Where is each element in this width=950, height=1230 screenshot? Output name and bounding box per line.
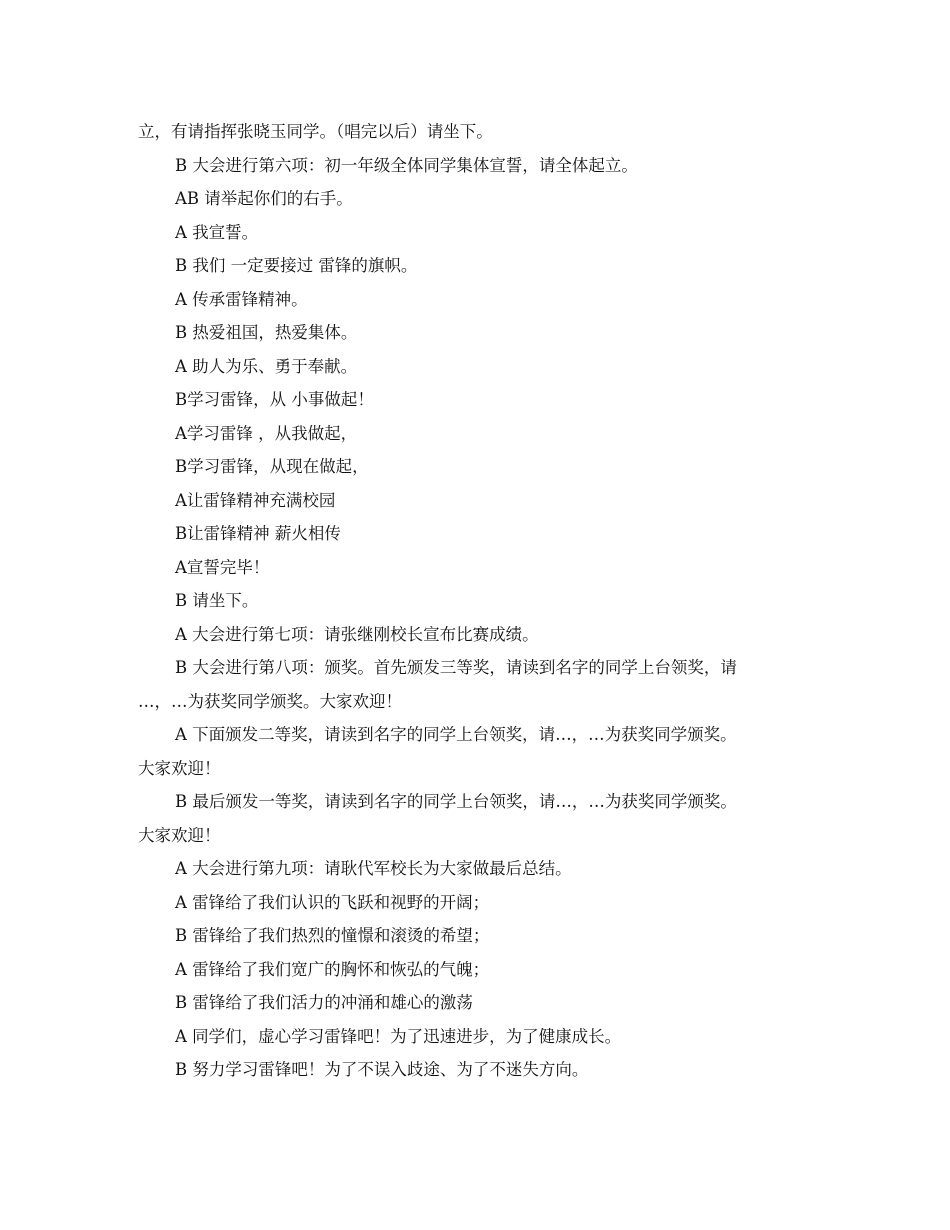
text-line: A学习雷锋 ，从我做起， <box>175 423 358 443</box>
text-line: B 大会进行第八项：颁奖。首先颁发三等奖，请读到名字的同学上台领奖，请 <box>175 658 737 677</box>
text-line: A 雷锋给了我们认识的飞跃和视野的开阔； <box>175 892 490 912</box>
text-line: A宣誓完毕！ <box>175 557 270 577</box>
text-line: B 雷锋给了我们热烈的憧憬和滚烫的希望； <box>175 926 490 945</box>
text-line: 大家欢迎！ <box>138 758 221 778</box>
text-line: A 下面颁发二等奖，请读到名字的同学上台领奖，请…，…为获奖同学颁奖。 <box>175 725 737 744</box>
text-line: B学习雷锋，从现在做起， <box>175 457 369 476</box>
text-line: A 我宣誓。 <box>175 222 259 242</box>
text-line: …，…为获奖同学颁奖。大家欢迎！ <box>138 691 402 711</box>
text-line: A 传承雷锋精神。 <box>175 289 308 309</box>
text-line: B 请坐下。 <box>175 591 259 610</box>
text-line: A让雷锋精神充满校园 <box>175 490 336 510</box>
document-body <box>138 115 818 1087</box>
text-line: B 我们 一定要接过 雷锋的旗帜。 <box>175 256 418 275</box>
text-line: A 大会进行第七项：请张继刚校长宣布比赛成绩。 <box>175 624 539 644</box>
text-line: B 热爱祖国，热爱集体。 <box>175 323 358 342</box>
text-line: 立，有请指挥张晓玉同学。（唱完以后）请坐下。 <box>138 122 493 141</box>
text-line: B 大会进行第六项：初一年级全体同学集体宣誓，请全体起立。 <box>175 155 638 175</box>
text-line: AB 请举起你们的右手。 <box>175 189 353 208</box>
text-line: B学习雷锋，从 小事做起！ <box>175 390 374 409</box>
text-line: A 同学们，虚心学习雷锋吧！为了迅速进步，为了健康成长。 <box>175 1026 622 1046</box>
text-line: A 大会进行第九项：请耿代军校长为大家做最后总结。 <box>175 859 572 878</box>
text-line: A 雷锋给了我们宽广的胸怀和恢弘的气魄； <box>175 959 490 979</box>
text-line: B 雷锋给了我们活力的冲涌和雄心的激荡 <box>175 993 473 1012</box>
text-line: A 助人为乐、勇于奉献。 <box>175 356 358 376</box>
text-line: B让雷锋精神 薪火相传 <box>175 524 341 543</box>
text-line: 大家欢迎！ <box>138 825 221 845</box>
text-line: B 努力学习雷锋吧！为了不误入歧途、为了不迷失方向。 <box>175 1060 589 1079</box>
text-line: B 最后颁发一等奖，请读到名字的同学上台领奖，请…，…为获奖同学颁奖。 <box>175 792 737 811</box>
